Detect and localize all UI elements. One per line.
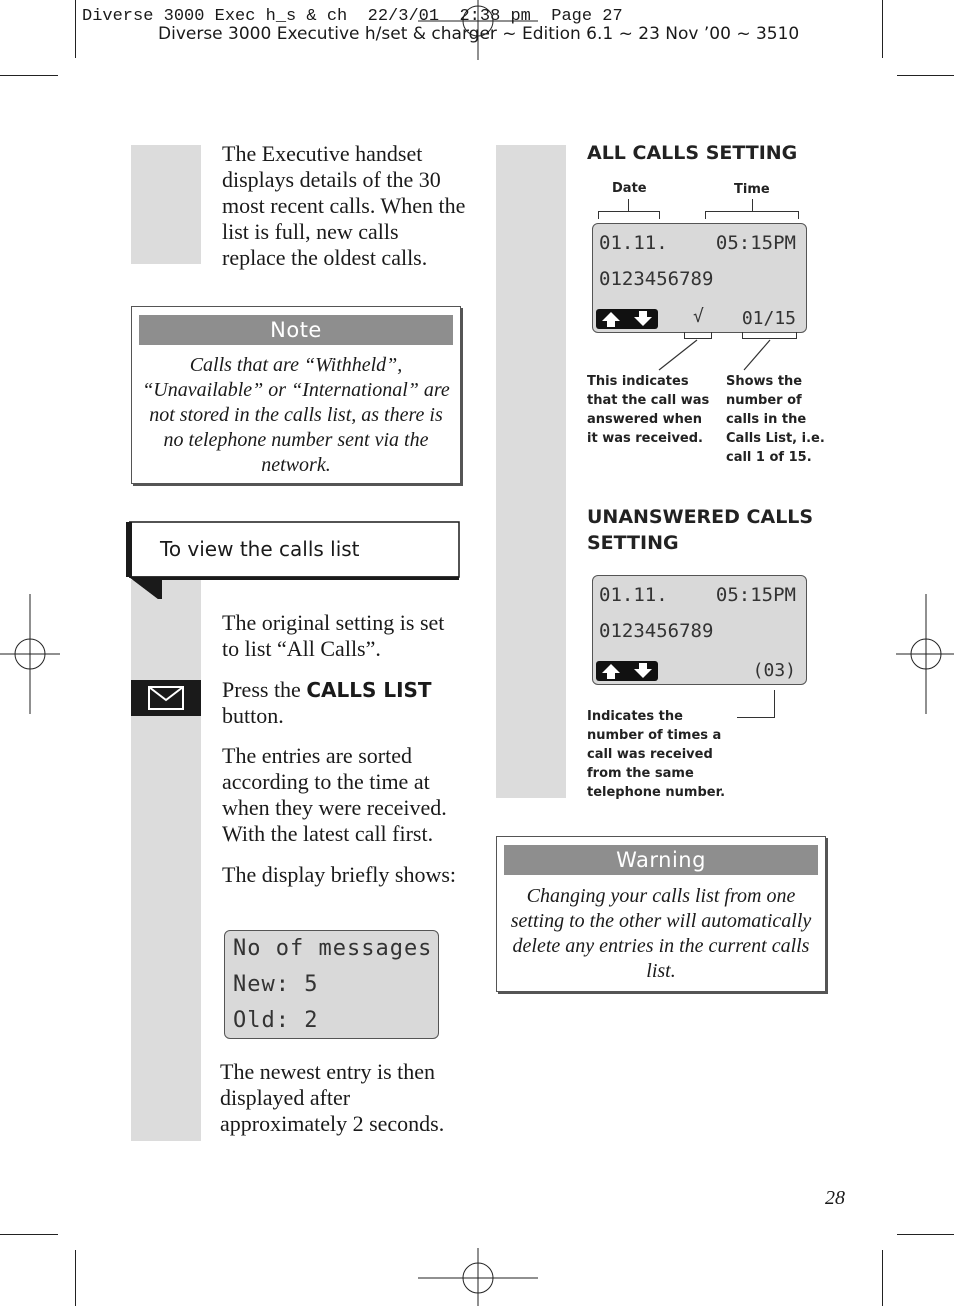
registration-mark-left xyxy=(0,594,60,714)
messages-display xyxy=(224,930,439,1039)
lcd-line-3: Old: 2 xyxy=(233,1008,319,1033)
section-title: To view the calls list xyxy=(160,537,360,561)
note-box xyxy=(131,306,461,484)
up-down-arrows-icon xyxy=(596,309,658,329)
up-down-arrows-icon xyxy=(596,661,658,681)
page-number: 28 xyxy=(825,1187,845,1209)
section-tab-shape xyxy=(126,519,464,603)
warning-title: Warning xyxy=(504,845,818,875)
press-suffix: button. xyxy=(222,703,284,728)
all-calls-date: 01.11. xyxy=(599,232,668,254)
envelope-icon xyxy=(131,680,201,716)
unanswered-heading: UNANSWERED CALLS SETTING xyxy=(587,506,814,554)
count-caption: Shows the number of calls in the Calls List, i.e. call 1 of 15. xyxy=(726,374,825,465)
all-calls-heading: ALL CALLS SETTING xyxy=(587,142,798,164)
unanswered-display xyxy=(592,575,807,685)
lcd-line-2: New: 5 xyxy=(233,972,319,997)
slug-line-1: Diverse 3000 Exec h_s & ch 22/3/01 2:38 pm Page 27 xyxy=(82,7,623,26)
all-calls-number: 0123456789 xyxy=(599,268,714,290)
calls-list-label: CALLS LIST xyxy=(306,678,432,702)
sorted-text: The entries are sorted according to the time at when they were received. With the latest call first. xyxy=(222,743,447,846)
intro-text: The Executive handset displays details of the 30 most recent calls. When the list is full, new calls replace the oldest calls. xyxy=(222,141,466,270)
calls-list-button[interactable] xyxy=(131,680,201,716)
note-title: Note xyxy=(139,315,453,345)
registration-mark-right xyxy=(896,594,954,714)
warning-box xyxy=(496,836,826,992)
newest-entry-text: The newest entry is then displayed after approximately 2 seconds. xyxy=(220,1059,445,1136)
time-label: Time xyxy=(734,182,770,197)
warning-text: Changing your calls list from one setting to the other will automatically delete any entries in the current calls list. xyxy=(510,885,812,982)
slug-line-2: Diverse 3000 Executive h/set & charger ~ Edition 6.1 ~ 23 Nov ’00 ~ 3510 xyxy=(158,24,800,44)
note-text: Calls that are “Withheld”, “Unavailable” or “International” are not stored in the calls list, as there is no telephone number sent via the network. xyxy=(142,354,450,476)
unanswered-date: 01.11. xyxy=(599,584,668,606)
display-shows-text: The display briefly shows: xyxy=(222,862,457,887)
unanswered-count: (03) xyxy=(752,660,796,681)
answered-caption: This indicates that the call was answered when it was received. xyxy=(587,374,710,446)
answered-tick: √ xyxy=(693,306,704,327)
unanswered-caption: Indicates the number of times a call was received from the same telephone number. xyxy=(587,709,726,800)
unanswered-number: 0123456789 xyxy=(599,620,714,642)
unanswered-time: 05:15PM xyxy=(715,584,796,606)
original-setting-text: The original setting is set to list “All Calls”. xyxy=(222,610,445,661)
date-label: Date xyxy=(612,181,647,196)
all-calls-time: 05:15PM xyxy=(715,232,796,254)
press-instruction xyxy=(222,677,462,729)
press-prefix: Press the xyxy=(222,677,307,702)
intro-margin-bar xyxy=(131,145,201,264)
right-margin-bar xyxy=(496,145,566,798)
registration-mark-bottom xyxy=(418,1248,538,1306)
all-calls-count: 01/15 xyxy=(741,308,796,329)
all-calls-display xyxy=(592,223,807,333)
lcd-line-1: No of messages xyxy=(233,936,433,961)
steps-margin-bar xyxy=(131,580,201,1141)
